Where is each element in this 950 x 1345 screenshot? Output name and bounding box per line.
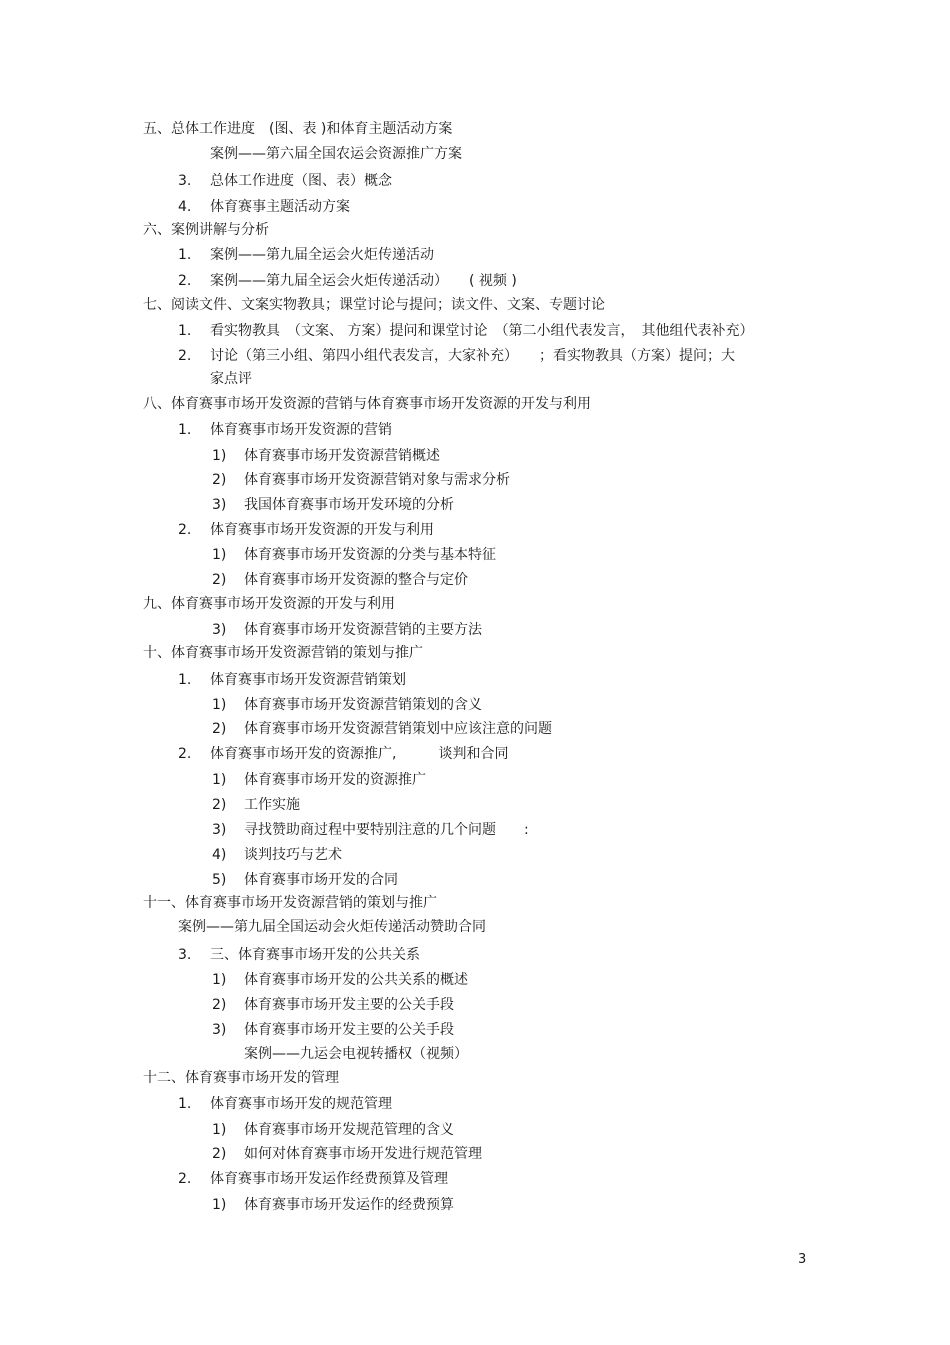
sub-item: 体育赛事市场开发主要的公关手段: [244, 1022, 454, 1038]
sub-item-number: 3): [212, 822, 227, 838]
item-number: 2.: [178, 522, 192, 538]
sub-item: 体育赛事市场开发主要的公关手段: [244, 997, 454, 1013]
item-number: 1.: [178, 1096, 192, 1112]
list-item: 总体工作进度（图、表）概念: [210, 173, 392, 189]
sub-item-number: 2): [212, 997, 227, 1013]
list-item: 体育赛事主题活动方案: [210, 199, 350, 215]
sub-item-number: 1): [212, 547, 227, 563]
sub-item-number: 2): [212, 472, 227, 488]
item-number: 2.: [178, 273, 192, 289]
list-item: 体育赛事市场开发的资源推广, 谈判和合同: [210, 746, 509, 762]
item-number: 2.: [178, 348, 192, 364]
section-heading-5: 五、总体工作进度 (图、表 )和体育主题活动方案: [143, 121, 453, 137]
item-number: 4.: [178, 199, 192, 215]
sub-item-number: 1): [212, 697, 227, 713]
section-heading-8: 八、体育赛事市场开发资源的营销与体育赛事市场开发资源的开发与利用: [143, 396, 591, 412]
sub-item: 体育赛事市场开发规范管理的含义: [244, 1122, 454, 1138]
sub-item: 体育赛事市场开发的公共关系的概述: [244, 972, 468, 988]
item-number: 1.: [178, 672, 192, 688]
sub-item: 体育赛事市场开发的合同: [244, 872, 398, 888]
sub-item-number: 3): [212, 1022, 227, 1038]
list-item: 体育赛事市场开发运作经费预算及管理: [210, 1171, 448, 1187]
item-number: 1.: [178, 422, 192, 438]
sub-item: 体育赛事市场开发资源营销策划的含义: [244, 697, 482, 713]
case-line: 案例——第九届全国运动会火炬传递活动赞助合同: [178, 919, 486, 935]
sub-item-number: 1): [212, 972, 227, 988]
list-item: 讨论（第三小组、第四小组代表发言，大家补充） ；看实物教具（方案）提问；大: [210, 348, 735, 364]
item-number: 2.: [178, 746, 192, 762]
sub-item-number: 3): [212, 497, 227, 513]
sub-item-number: 1): [212, 448, 227, 464]
sub-item: 工作实施: [244, 797, 300, 813]
sub-item: 如何对体育赛事市场开发进行规范管理: [244, 1146, 482, 1162]
item-number: 2.: [178, 1171, 192, 1187]
sub-item: 寻找赞助商过程中要特别注意的几个问题 :: [244, 822, 529, 838]
sub-item: 体育赛事市场开发资源的整合与定价: [244, 572, 468, 588]
sub-item: 谈判技巧与艺术: [244, 847, 342, 863]
sub-item-number: 2): [212, 721, 227, 737]
sub-item-number: 4): [212, 847, 227, 863]
sub-item-number: 5): [212, 872, 227, 888]
sub-item: 体育赛事市场开发资源营销策划中应该注意的问题: [244, 721, 552, 737]
sub-item: 我国体育赛事市场开发环境的分析: [244, 497, 454, 513]
section-heading-9: 九、体育赛事市场开发资源的开发与利用: [143, 596, 395, 612]
item-number: 3.: [178, 947, 192, 963]
sub-item: 体育赛事市场开发运作的经费预算: [244, 1197, 454, 1213]
list-item: 三、体育赛事市场开发的公共关系: [210, 947, 420, 963]
list-item: 体育赛事市场开发资源的营销: [210, 422, 392, 438]
item-number: 1.: [178, 323, 192, 339]
list-item: 看实物教具 （文案、 方案）提问和课堂讨论 （第二小组代表发言， 其他组代表补充）: [210, 323, 754, 339]
list-item: 案例——第九届全运会火炬传递活动） ( 视频 ): [210, 273, 517, 289]
page-number: 3: [798, 1252, 807, 1267]
sub-item-number: 3): [212, 622, 227, 638]
sub-item: 体育赛事市场开发的资源推广: [244, 772, 426, 788]
sub-item: 体育赛事市场开发资源营销对象与需求分析: [244, 472, 510, 488]
section-heading-7: 七、阅读文件、文案实物教具；课堂讨论与提问；读文件、文案、专题讨论: [143, 297, 605, 313]
sub-item: 体育赛事市场开发资源的分类与基本特征: [244, 547, 496, 563]
list-item: 体育赛事市场开发的规范管理: [210, 1096, 392, 1112]
item-number: 1.: [178, 247, 192, 263]
list-item: 体育赛事市场开发资源营销策划: [210, 672, 406, 688]
section-heading-10: 十、体育赛事市场开发资源营销的策划与推广: [143, 645, 423, 661]
sub-item-number: 1): [212, 1122, 227, 1138]
item-number: 3.: [178, 173, 192, 189]
sub-item-number: 2): [212, 797, 227, 813]
section-heading-12: 十二、体育赛事市场开发的管理: [143, 1070, 339, 1086]
sub-item-number: 2): [212, 572, 227, 588]
case-line: 案例——第六届全国农运会资源推广方案: [210, 146, 462, 162]
sub-item-number: 1): [212, 1197, 227, 1213]
section-heading-11: 十一、体育赛事市场开发资源营销的策划与推广: [143, 895, 437, 911]
section-heading-6: 六、案例讲解与分析: [143, 222, 269, 238]
list-item-continuation: 家点评: [210, 371, 252, 387]
list-item: 体育赛事市场开发资源的开发与利用: [210, 522, 434, 538]
sub-item-number: 2): [212, 1146, 227, 1162]
case-line: 案例——九运会电视转播权（视频）: [244, 1046, 468, 1062]
sub-item-number: 1): [212, 772, 227, 788]
sub-item: 体育赛事市场开发资源营销的主要方法: [244, 622, 482, 638]
sub-item: 体育赛事市场开发资源营销概述: [244, 448, 440, 464]
list-item: 案例——第九届全运会火炬传递活动: [210, 247, 434, 263]
